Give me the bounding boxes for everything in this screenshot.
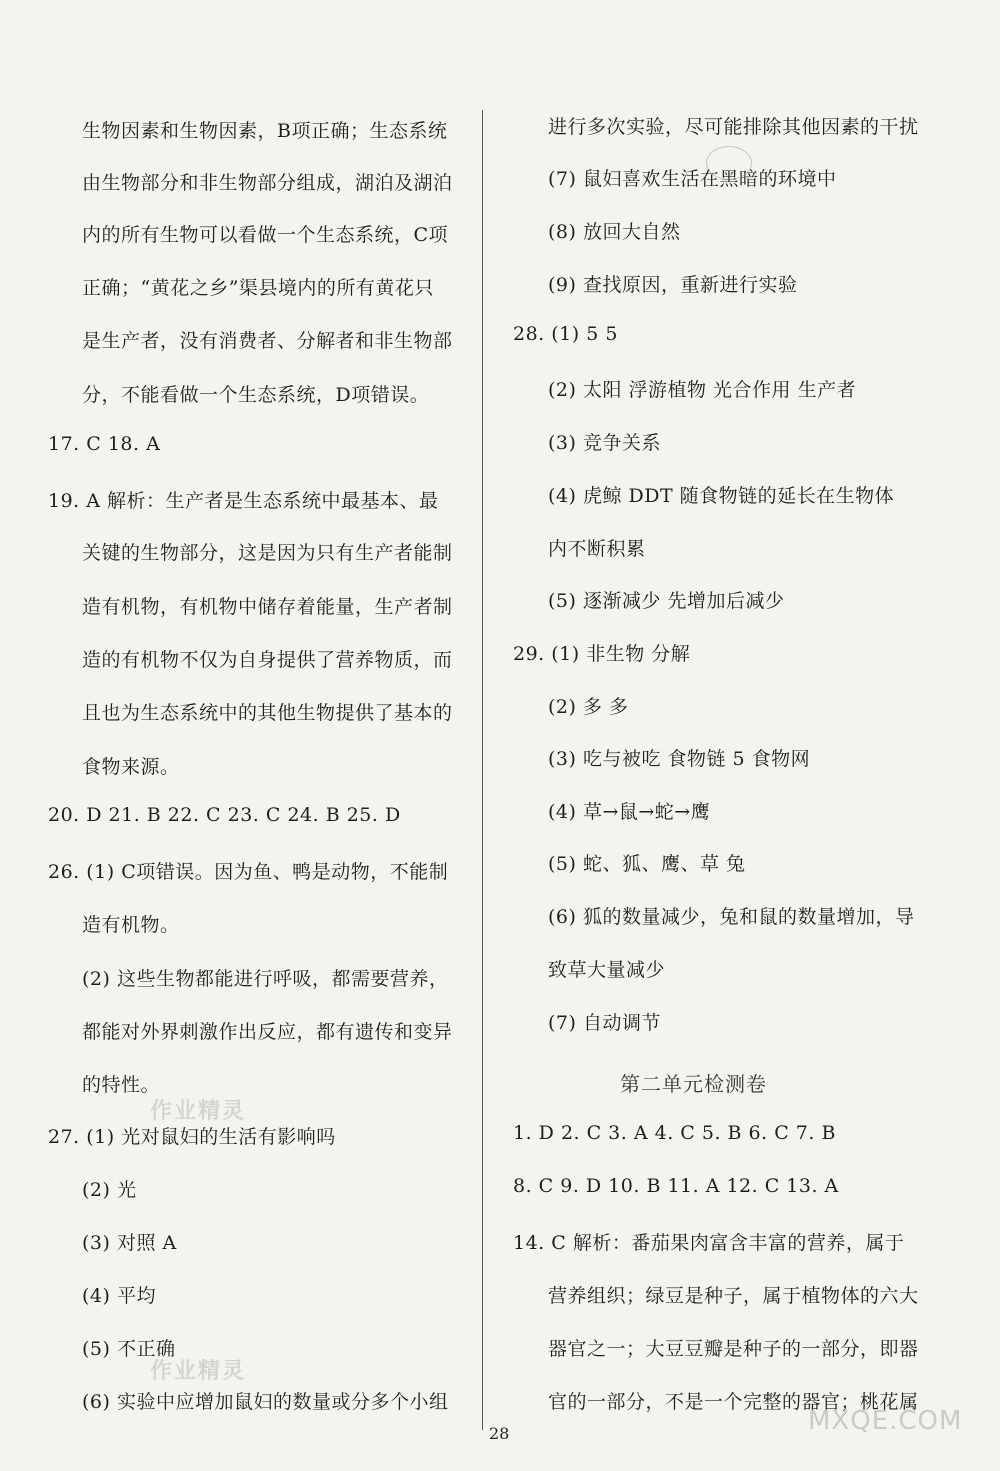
section-heading: 第二单元检测卷 (620, 1072, 767, 1096)
left-line: (4) 平均 (82, 1285, 156, 1307)
left-line: 都能对外界刺激作出反应，都有遗传和变异 (82, 1021, 453, 1043)
watermark: 作业精灵 (150, 1098, 247, 1124)
right-line: 官的一部分，不是一个完整的器官；桃花属 (548, 1391, 919, 1413)
right-line: 14. C 解析：番茄果肉富含丰富的营养，属于 (513, 1232, 905, 1254)
right-line: (2) 多 多 (548, 696, 629, 718)
left-line: 26. (1) C项错误。因为鱼、鸭是动物，不能制 (48, 861, 449, 883)
left-line: 造的有机物不仅为自身提供了营养物质，而 (82, 649, 453, 671)
left-line: 17. C 18. A (48, 433, 161, 455)
right-line: 营养组织；绿豆是种子，属于植物体的六大 (548, 1285, 919, 1307)
left-line: 19. A 解析：生产者是生态系统中最基本、最 (48, 490, 439, 512)
left-line: (6) 实验中应增加鼠妇的数量或分多个小组 (82, 1391, 449, 1413)
left-line: (2) 光 (82, 1179, 137, 1201)
right-line: (4) 虎鲸 DDT 随食物链的延长在生物体 (548, 485, 895, 507)
right-line: 器官之一；大豆豆瓣是种子的一部分，即器 (548, 1338, 919, 1360)
left-line: 且也为生态系统中的其他生物提供了基本的 (82, 702, 453, 724)
page-number: 28 (489, 1424, 510, 1443)
left-line: (2) 这些生物都能进行呼吸，都需要营养， (82, 968, 449, 990)
right-line: (3) 竞争关系 (548, 432, 661, 454)
right-line: 内不断积累 (548, 538, 646, 560)
left-line: 正确；“黄花之乡”渠县境内的所有黄花只 (82, 277, 434, 299)
right-line: (3) 吃与被吃 食物链 5 食物网 (548, 748, 811, 770)
right-line: (4) 草→鼠→蛇→鹰 (548, 801, 711, 823)
watermark: 作业精灵 (150, 1358, 247, 1384)
right-line: 8. C 9. D 10. B 11. A 12. C 13. A (513, 1175, 839, 1197)
stamp-mark (706, 146, 752, 180)
left-line: 食物来源。 (82, 756, 180, 778)
left-line: 的特性。 (82, 1074, 161, 1096)
left-line: 由生物部分和非生物部分组成，湖泊及湖泊 (82, 172, 453, 194)
right-line: 1. D 2. C 3. A 4. C 5. B 6. C 7. B (513, 1122, 836, 1144)
right-line: 28. (1) 5 5 (513, 323, 618, 345)
right-line: 进行多次实验，尽可能排除其他因素的干扰 (548, 116, 919, 138)
right-line: (5) 逐渐减少 先增加后减少 (548, 590, 785, 612)
left-line: 生物因素和生物因素，B项正确；生态系统 (82, 120, 448, 142)
right-line: (8) 放回大自然 (548, 221, 681, 243)
left-line: 分，不能看做一个生态系统，D项错误。 (82, 384, 430, 406)
left-line: 内的所有生物可以看做一个生态系统，C项 (82, 224, 449, 246)
right-line: 29. (1) 非生物 分解 (513, 643, 691, 665)
left-line: 造有机物，有机物中储存着能量，生产者制 (82, 596, 453, 618)
left-line: 是生产者，没有消费者、分解者和非生物部 (82, 330, 453, 352)
left-line: 关键的生物部分，这是因为只有生产者能制 (82, 542, 453, 564)
right-line: (9) 查找原因，重新进行实验 (548, 274, 798, 296)
right-line: (7) 鼠妇喜欢生活在黑暗的环境中 (548, 168, 837, 190)
left-line: (3) 对照 A (82, 1232, 177, 1254)
left-line: 造有机物。 (82, 914, 180, 936)
right-line: 致草大量减少 (548, 959, 666, 981)
right-line: (2) 太阳 浮游植物 光合作用 生产者 (548, 379, 857, 401)
right-line: (5) 蛇、狐、鹰、草 兔 (548, 853, 746, 875)
right-line: (7) 自动调节 (548, 1012, 661, 1034)
column-divider (482, 110, 483, 1430)
left-line: (5) 不正确 (82, 1338, 176, 1360)
left-line: 27. (1) 光对鼠妇的生活有影响吗 (48, 1126, 336, 1148)
left-line: 20. D 21. B 22. C 23. C 24. B 25. D (48, 804, 401, 826)
site-logo: MXQE.COM (808, 1406, 963, 1436)
right-line: (6) 狐的数量减少，兔和鼠的数量增加，导 (548, 906, 915, 928)
